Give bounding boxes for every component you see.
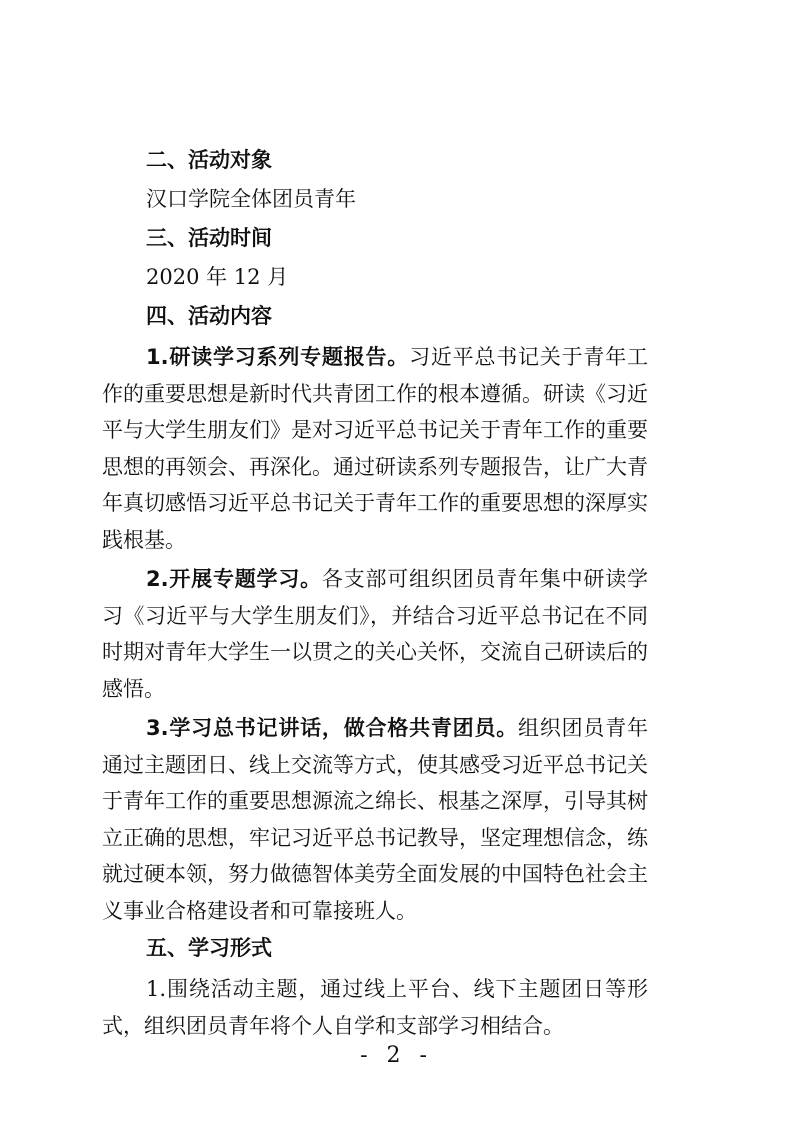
section5-heading: 五、学习形式: [146, 936, 272, 960]
form-item-1-text: 1.围绕活动主题，通过线上平台、线下主题团日等形式，组织团员青年将个人自学和支部学习相结合。: [102, 977, 648, 1038]
content-item-1-lead: 1.研读学习系列专题报告。: [146, 345, 410, 369]
section4-heading: 四、活动内容: [146, 304, 272, 328]
section2-body: 汉口学院全体团员青年: [146, 187, 356, 211]
content-item-1: [102, 339, 648, 558]
section3-heading: 三、活动时间: [146, 226, 272, 250]
section3-body: 2020 年 12 月: [146, 265, 289, 289]
content-item-3-lead: 3.学习总书记讲话，做合格共青团员。: [146, 716, 519, 740]
form-item-1: [102, 971, 648, 1044]
content-item-2-lead: 2.开展专题学习。: [146, 567, 322, 591]
content-item-2-text: 各支部可组织团员青年集中研读学习《习近平与大学生朋友们》，并结合习近平总书记在不同时期对青年大学生一以贯之的关心关怀，交流自己研读后的感悟。: [102, 567, 648, 701]
content-item-3-text: 组织团员青年通过主题团日、线上交流等方式，使其感受习近平总书记关于青年工作的重要思想源流之绵长、根基之深厚，引导其树立正确的思想，牢记习近平总书记教导，坚定理想信念，练就过硬本领，努力做德智体美劳全面发展的中国特色社会主义事业合格建设者和可靠接班人。: [102, 716, 649, 923]
content-item-3: [102, 710, 648, 929]
section2-heading: 二、活动对象: [146, 148, 272, 172]
content-item-1-text: 习近平总书记关于青年工作的重要思想是新时代共青团工作的根本遵循。研读《习近平与大学生朋友们》是对习近平总书记关于青年工作的重要思想的再领会、再深化。通过研读系列专题报告，让广大青年真切感悟习近平总书记关于青年工作的重要思想的深厚实践根基。: [102, 345, 649, 552]
page-number: - 2 -: [360, 1043, 433, 1068]
content-item-2: [102, 561, 648, 707]
